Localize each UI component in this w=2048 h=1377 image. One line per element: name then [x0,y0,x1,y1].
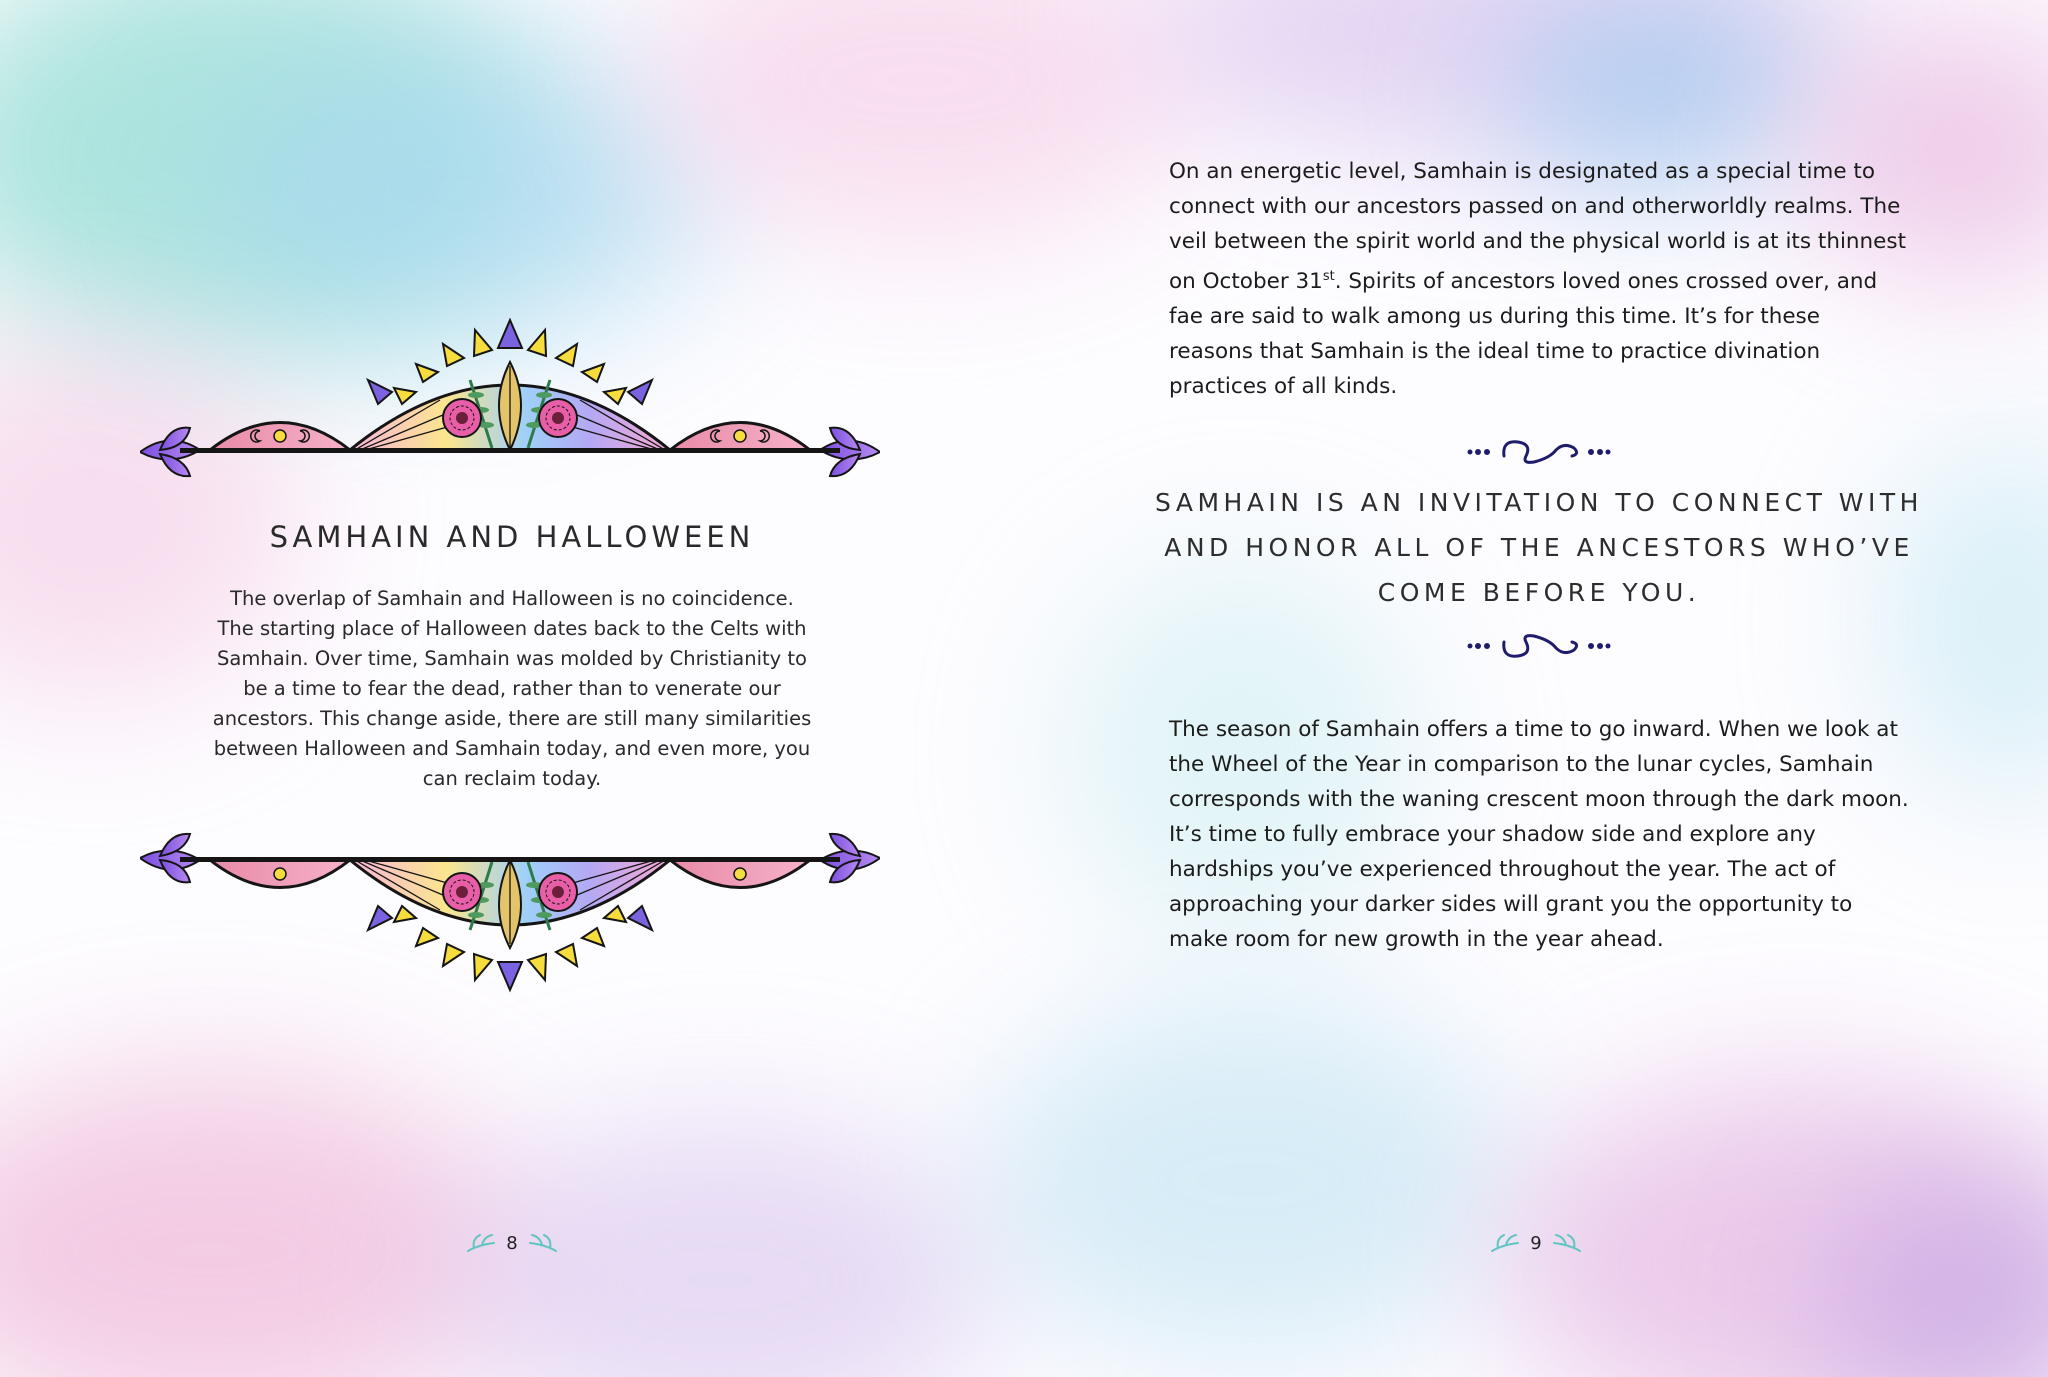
swirl-flourish-icon [1464,628,1614,664]
intro-paragraph: The overlap of Samhain and Halloween is no coincidence. The starting place of Halloween dates back to the Celts with Samhain. Over time, Samhain was molded by Christianity to be a time to fear the dead, rather than to venerate our ancestors. This change aside, there are still many similarities between Halloween and Samhain today, and even more, you can reclaim today. [212,587,812,790]
page-number-text: 8 [506,1232,518,1254]
vine-flourish-icon [1490,1231,1520,1255]
swirl-flourish-icon [1464,434,1614,470]
body-paragraph-1 [1169,154,1909,404]
page-number-left [432,1228,592,1258]
pull-quote: SAMHAIN IS AN INVITATION TO CONNECT WITH AND HONOR ALL OF THE ANCESTORS WHO’VE COME BEFORE YOU. [1155,488,1923,607]
vine-flourish-icon [466,1231,496,1255]
body-paragraph-2: The season of Samhain offers a time to go inward. When we look at the Wheel of the Year in comparison to the lunar cycles, Samhain corresponds with the waning crescent moon through the dark moon. It’s time to fully embrace your shadow side and explore any hardships you’ve experienced throughout the year. The act of approaching your darker sides will grant you the opportunity to make room for new growth in the year ahead. [1169,717,1909,952]
mandala-ornament-bottom-icon [140,830,880,1010]
superscript-st: st [1322,269,1335,284]
paragraph-1-text-cont: . Spirits of ancestors loved ones crossed over, and fae are said to walk among us during this time. It’s for these reasons that Samhain is the ideal time to practice divination practices of all kinds. [1169,269,1878,400]
page-number-text: 9 [1530,1232,1542,1254]
vine-flourish-icon [1552,1231,1582,1255]
page-number-right [1456,1228,1616,1258]
vine-flourish-icon [528,1231,558,1255]
section-title: SAMHAIN AND HALLOWEEN [269,520,755,554]
paragraph-1-text: On an energetic level, Samhain is designated as a special time to connect with our ancestors passed on and otherworldly realms. The veil between the spirit world and the physical world is at its thinnest on October 31 [1169,159,1907,295]
mandala-ornament-top-icon [140,300,880,480]
right-page [1024,0,2048,1377]
